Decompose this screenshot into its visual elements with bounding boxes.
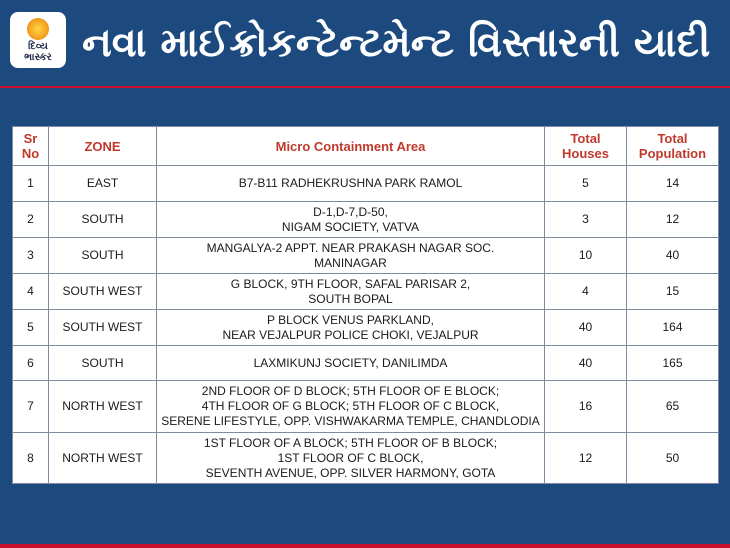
cell-sr: 7 — [13, 381, 49, 433]
cell-zone: SOUTH — [49, 202, 157, 238]
cell-sr: 2 — [13, 202, 49, 238]
cell-population: 14 — [627, 166, 719, 202]
table-row — [13, 433, 719, 484]
cell-area: MANGALYA-2 APPT. NEAR PRAKASH NAGAR SOC. MANINAGAR — [157, 238, 545, 274]
cell-houses: 10 — [545, 238, 627, 274]
table-row — [13, 202, 719, 238]
header-divider — [0, 86, 730, 88]
table-row — [13, 346, 719, 381]
col-header-zone: ZONE — [49, 127, 157, 166]
cell-area: P BLOCK VENUS PARKLAND, NEAR VEJALPUR POLICE CHOKI, VEJALPUR — [157, 310, 545, 346]
page-title: નવા માઈક્રોકન્ટેન્ટમેન્ટ વિસ્તારની યાદી — [82, 20, 711, 66]
cell-area: G BLOCK, 9TH FLOOR, SAFAL PARISAR 2, SOUTH BOPAL — [157, 274, 545, 310]
cell-houses: 40 — [545, 310, 627, 346]
table-row — [13, 381, 719, 433]
cell-area: 1ST FLOOR OF A BLOCK; 5TH FLOOR OF B BLOCK; 1ST FLOOR OF C BLOCK, SEVENTH AVENUE, OPP. SILVER HARMONY, GOTA — [157, 433, 545, 484]
cell-zone: SOUTH WEST — [49, 274, 157, 310]
cell-houses: 16 — [545, 381, 627, 433]
cell-houses: 12 — [545, 433, 627, 484]
table-row — [13, 166, 719, 202]
col-header-population: Total Population — [627, 127, 719, 166]
col-header-area: Micro Containment Area — [157, 127, 545, 166]
cell-houses: 4 — [545, 274, 627, 310]
cell-population: 15 — [627, 274, 719, 310]
cell-zone: NORTH WEST — [49, 433, 157, 484]
cell-houses: 5 — [545, 166, 627, 202]
col-header-sr-no: Sr No — [13, 127, 49, 166]
cell-population: 165 — [627, 346, 719, 381]
cell-area: B7-B11 RADHEKRUSHNA PARK RAMOL — [157, 166, 545, 202]
cell-population: 65 — [627, 381, 719, 433]
cell-sr: 5 — [13, 310, 49, 346]
cell-population: 40 — [627, 238, 719, 274]
table-row — [13, 238, 719, 274]
cell-sr: 6 — [13, 346, 49, 381]
sun-icon — [27, 18, 49, 40]
cell-zone: SOUTH WEST — [49, 310, 157, 346]
logo-text-line1: દિવ્ય — [28, 40, 48, 52]
cell-sr: 3 — [13, 238, 49, 274]
cell-houses: 40 — [545, 346, 627, 381]
footer-divider — [0, 544, 730, 548]
col-header-houses: Total Houses — [545, 127, 627, 166]
header-banner — [0, 0, 730, 86]
cell-zone: EAST — [49, 166, 157, 202]
table-header-row — [13, 127, 719, 166]
cell-sr: 4 — [13, 274, 49, 310]
table-row — [13, 310, 719, 346]
cell-population: 12 — [627, 202, 719, 238]
cell-population: 164 — [627, 310, 719, 346]
cell-houses: 3 — [545, 202, 627, 238]
logo-text-line2: ભાસ્કર — [24, 51, 52, 63]
cell-zone: SOUTH — [49, 346, 157, 381]
cell-zone: NORTH WEST — [49, 381, 157, 433]
cell-population: 50 — [627, 433, 719, 484]
cell-zone: SOUTH — [49, 238, 157, 274]
cell-area: LAXMIKUNJ SOCIETY, DANILIMDA — [157, 346, 545, 381]
cell-area: D-1,D-7,D-50, NIGAM SOCIETY, VATVA — [157, 202, 545, 238]
table-row — [13, 274, 719, 310]
cell-sr: 1 — [13, 166, 49, 202]
cell-area: 2ND FLOOR OF D BLOCK; 5TH FLOOR OF E BLOCK; 4TH FLOOR OF G BLOCK; 5TH FLOOR OF C BLOCK, SERENE LIFESTYLE, OPP. VISHWAKARMA TEMPLE, CHANDLODIA — [157, 381, 545, 433]
cell-sr: 8 — [13, 433, 49, 484]
divya-bhaskar-logo — [10, 12, 66, 68]
containment-table — [12, 126, 719, 484]
